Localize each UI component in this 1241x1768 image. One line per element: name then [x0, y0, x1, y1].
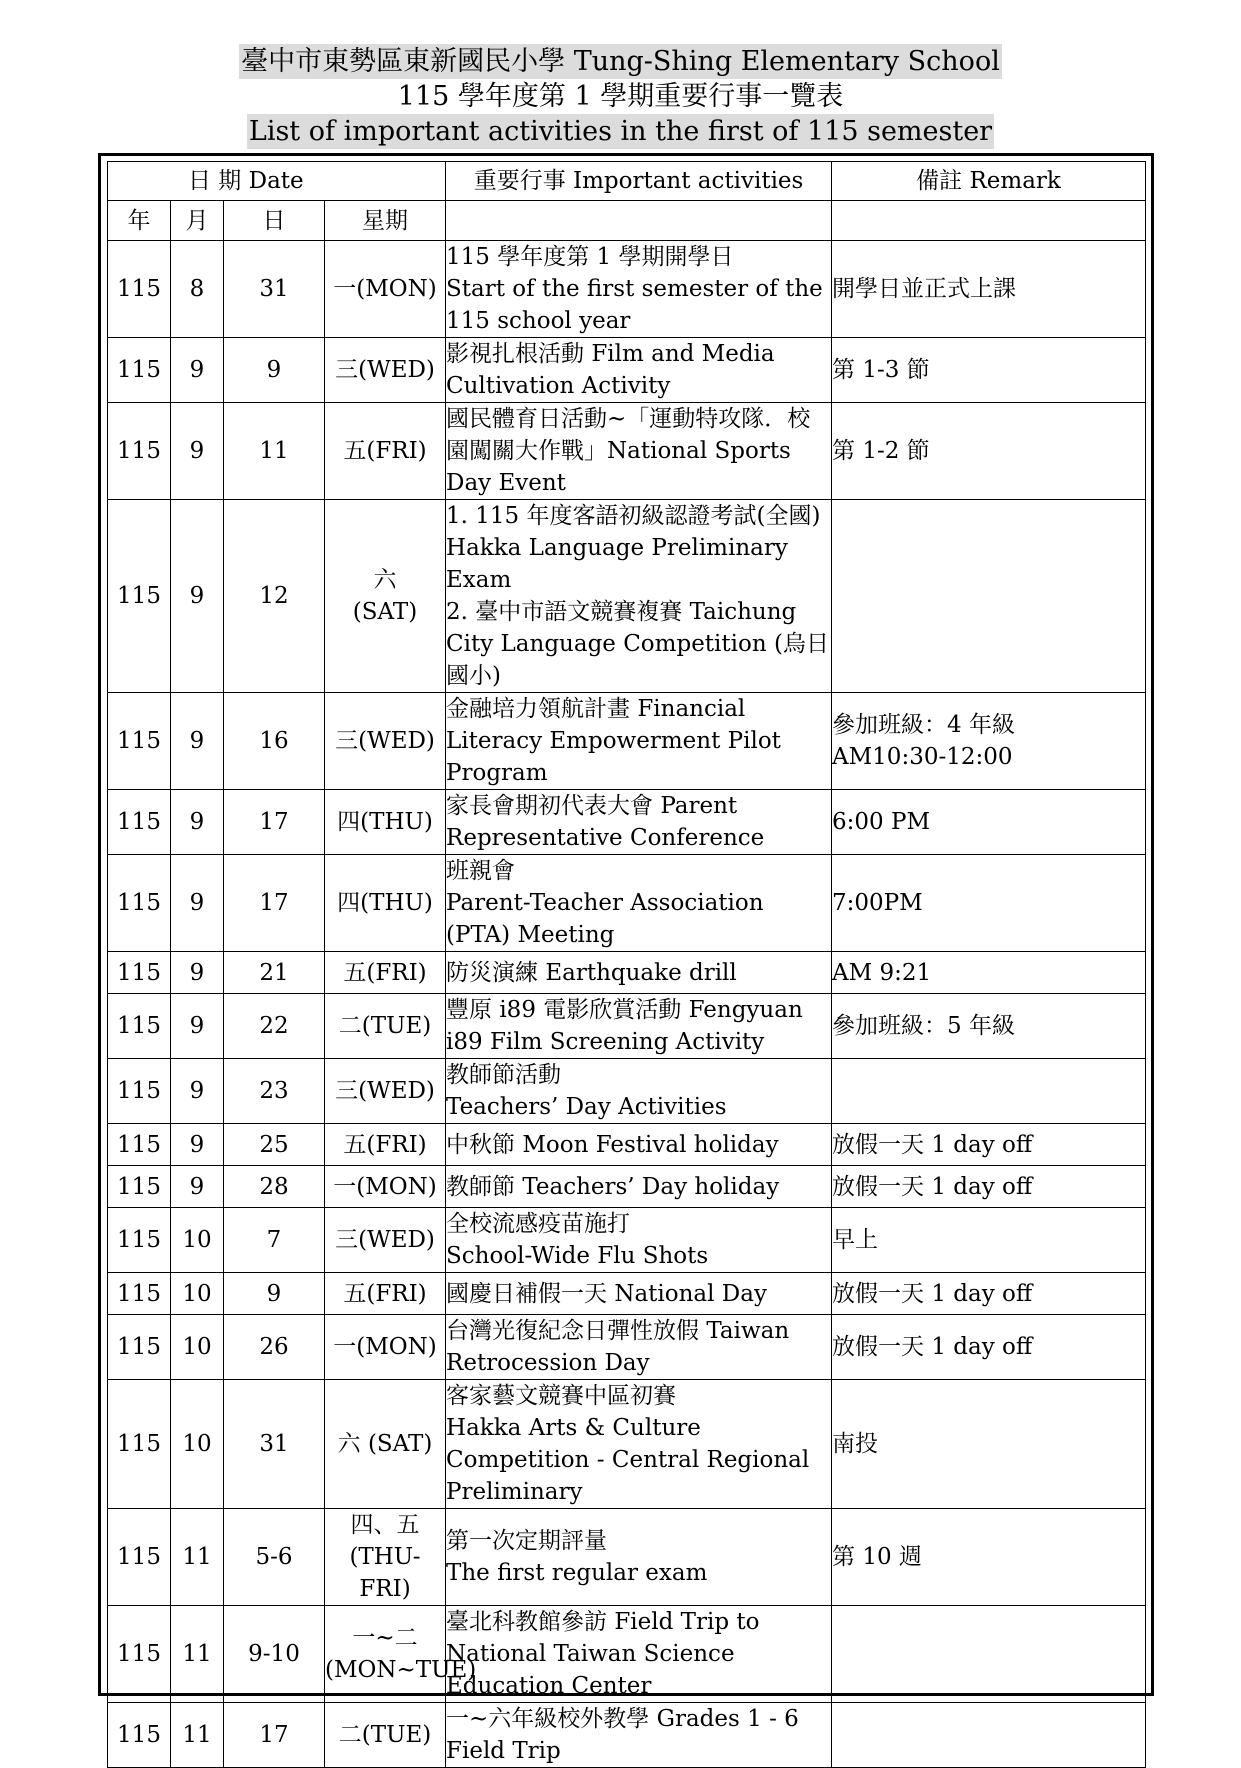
table-row — [108, 241, 1146, 338]
month-cell: 10 — [171, 1208, 224, 1273]
remark-cell: 早上 — [832, 1208, 1146, 1273]
weekday-cell: 六 (SAT) — [325, 1380, 446, 1509]
weekday-cell: 三(WED) — [325, 338, 446, 403]
remark-header: 備註 Remark — [832, 162, 1146, 201]
activity-cell: 全校流感疫苗施打 School-Wide Flu Shots — [446, 1208, 832, 1273]
weekday-cell: 五(FRI) — [325, 403, 446, 500]
day-cell: 11 — [224, 403, 325, 500]
day-cell: 23 — [224, 1059, 325, 1124]
month-cell: 9 — [171, 693, 224, 790]
activity-cell: 1. 115 年度客語初級認證考試(全國) Hakka Language Preliminary Exam 2. 臺中市語文競賽複賽 Taichung City Language Competition (烏日國小) — [446, 500, 832, 693]
weekday-cell: 一(MON) — [325, 1315, 446, 1380]
day-cell: 12 — [224, 500, 325, 693]
activity-cell: 防災演練 Earthquake drill — [446, 952, 832, 994]
table-row — [108, 1124, 1146, 1166]
remark-cell: 7:00PM — [832, 855, 1146, 952]
remark-cell: 南投 — [832, 1380, 1146, 1509]
year-cell: 115 — [108, 500, 171, 693]
table-row — [108, 1703, 1146, 1768]
table-row — [108, 403, 1146, 500]
activity-cell: 影視扎根活動 Film and Media Cultivation Activity — [446, 338, 832, 403]
year-cell: 115 — [108, 1273, 171, 1315]
remark-cell: 參加班級：4 年級 AM10:30-12:00 — [832, 693, 1146, 790]
table-row — [108, 1606, 1146, 1703]
header-row — [108, 162, 1146, 201]
month-cell: 9 — [171, 855, 224, 952]
weekday-cell: 二(TUE) — [325, 1703, 446, 1768]
subheader-row — [108, 201, 1146, 241]
month-cell: 9 — [171, 403, 224, 500]
remark-cell — [832, 1703, 1146, 1768]
weekday-cell: 一~二 (MON~TUE) — [325, 1606, 446, 1703]
month-cell: 11 — [171, 1703, 224, 1768]
year-cell: 115 — [108, 1315, 171, 1380]
day-cell: 22 — [224, 994, 325, 1059]
year-cell: 115 — [108, 693, 171, 790]
table-row — [108, 1273, 1146, 1315]
year-cell: 115 — [108, 994, 171, 1059]
month-cell: 10 — [171, 1315, 224, 1380]
date-header: 日 期 Date — [108, 162, 446, 201]
activity-cell: 教師節 Teachers’ Day holiday — [446, 1166, 832, 1208]
month-cell: 9 — [171, 994, 224, 1059]
year-cell: 115 — [108, 1606, 171, 1703]
month-cell: 8 — [171, 241, 224, 338]
year-cell: 115 — [108, 790, 171, 855]
table-row — [108, 1059, 1146, 1124]
day-cell: 17 — [224, 1703, 325, 1768]
activities-subheader-empty — [446, 201, 832, 241]
remark-cell — [832, 1059, 1146, 1124]
year-cell: 115 — [108, 1380, 171, 1509]
activity-cell: 台灣光復紀念日彈性放假 Taiwan Retrocession Day — [446, 1315, 832, 1380]
month-cell: 11 — [171, 1509, 224, 1606]
remark-cell — [832, 500, 1146, 693]
day-cell: 31 — [224, 1380, 325, 1509]
day-cell: 31 — [224, 241, 325, 338]
year-cell: 115 — [108, 1059, 171, 1124]
remark-cell — [832, 1606, 1146, 1703]
remark-cell: 第 1-2 節 — [832, 403, 1146, 500]
remark-subheader-empty — [832, 201, 1146, 241]
day-cell: 28 — [224, 1166, 325, 1208]
table-row — [108, 790, 1146, 855]
activity-cell: 第一次定期評量 The first regular exam — [446, 1509, 832, 1606]
weekday-cell: 一(MON) — [325, 1166, 446, 1208]
day-cell: 7 — [224, 1208, 325, 1273]
year-cell: 115 — [108, 338, 171, 403]
weekday-cell: 四(THU) — [325, 790, 446, 855]
year-cell: 115 — [108, 241, 171, 338]
table-row — [108, 952, 1146, 994]
month-cell: 9 — [171, 952, 224, 994]
remark-cell: 放假一天 1 day off — [832, 1166, 1146, 1208]
table-row — [108, 994, 1146, 1059]
month-cell: 9 — [171, 1124, 224, 1166]
table-row — [108, 1380, 1146, 1509]
remark-cell: 參加班級：5 年級 — [832, 994, 1146, 1059]
english-title: List of important activities in the first of 115 semester — [248, 116, 993, 147]
year-cell: 115 — [108, 1208, 171, 1273]
activities-header: 重要行事 Important activities — [446, 162, 832, 201]
month-cell: 9 — [171, 790, 224, 855]
day-cell: 9 — [224, 338, 325, 403]
activity-cell: 班親會 Parent-Teacher Association (PTA) Meeting — [446, 855, 832, 952]
weekday-cell: 四、五 (THU-FRI) — [325, 1509, 446, 1606]
remark-cell: 放假一天 1 day off — [832, 1124, 1146, 1166]
activity-cell: 國慶日補假一天 National Day — [446, 1273, 832, 1315]
activity-cell: 115 學年度第 1 學期開學日 Start of the first semester of the 115 school year — [446, 241, 832, 338]
remark-cell: 放假一天 1 day off — [832, 1315, 1146, 1380]
month-header: 月 — [171, 201, 224, 241]
activity-cell: 教師節活動 Teachers’ Day Activities — [446, 1059, 832, 1124]
day-cell: 25 — [224, 1124, 325, 1166]
year-cell: 115 — [108, 855, 171, 952]
day-cell: 26 — [224, 1315, 325, 1380]
month-cell: 11 — [171, 1606, 224, 1703]
weekday-cell: 二(TUE) — [325, 994, 446, 1059]
month-cell: 9 — [171, 1166, 224, 1208]
remark-cell: AM 9:21 — [832, 952, 1146, 994]
year-cell: 115 — [108, 952, 171, 994]
day-cell: 21 — [224, 952, 325, 994]
day-cell: 5-6 — [224, 1509, 325, 1606]
weekday-cell: 三(WED) — [325, 1208, 446, 1273]
year-cell: 115 — [108, 403, 171, 500]
document-header — [0, 44, 1241, 149]
activity-cell: 豐原 i89 電影欣賞活動 Fengyuan i89 Film Screening Activity — [446, 994, 832, 1059]
month-cell: 9 — [171, 338, 224, 403]
table-row — [108, 500, 1146, 693]
weekday-header: 星期 — [325, 201, 446, 241]
remark-cell: 第 1-3 節 — [832, 338, 1146, 403]
remark-cell: 放假一天 1 day off — [832, 1273, 1146, 1315]
month-cell: 9 — [171, 500, 224, 693]
month-cell: 10 — [171, 1273, 224, 1315]
day-cell: 16 — [224, 693, 325, 790]
year-cell: 115 — [108, 1509, 171, 1606]
table-row — [108, 1315, 1146, 1380]
table-row — [108, 338, 1146, 403]
remark-cell: 6:00 PM — [832, 790, 1146, 855]
activity-cell: 臺北科教館參訪 Field Trip to National Taiwan Science Education Center — [446, 1606, 832, 1703]
table-row — [108, 1208, 1146, 1273]
activity-cell: 一~六年級校外教學 Grades 1 - 6 Field Trip — [446, 1703, 832, 1768]
day-header: 日 — [224, 201, 325, 241]
day-cell: 9 — [224, 1273, 325, 1315]
activity-cell: 客家藝文競賽中區初賽 Hakka Arts & Culture Competition - Central Regional Preliminary — [446, 1380, 832, 1509]
weekday-cell: 四(THU) — [325, 855, 446, 952]
year-cell: 115 — [108, 1124, 171, 1166]
schedule-table — [107, 161, 1146, 1768]
remark-cell: 第 10 週 — [832, 1509, 1146, 1606]
weekday-cell: 一(MON) — [325, 241, 446, 338]
month-cell: 10 — [171, 1380, 224, 1509]
month-cell: 9 — [171, 1059, 224, 1124]
school-title: 臺中市東勢區東新國民小學 Tung-Shing Elementary School — [241, 46, 1000, 77]
table-row — [108, 1166, 1146, 1208]
table-row — [108, 855, 1146, 952]
activity-cell: 家長會期初代表大會 Parent Representative Conference — [446, 790, 832, 855]
activity-cell: 中秋節 Moon Festival holiday — [446, 1124, 832, 1166]
table-row — [108, 693, 1146, 790]
day-cell: 17 — [224, 855, 325, 952]
weekday-cell: 三(WED) — [325, 693, 446, 790]
remark-cell: 開學日並正式上課 — [832, 241, 1146, 338]
day-cell: 17 — [224, 790, 325, 855]
weekday-cell: 三(WED) — [325, 1059, 446, 1124]
weekday-cell: 五(FRI) — [325, 1273, 446, 1315]
weekday-cell: 五(FRI) — [325, 952, 446, 994]
activity-cell: 金融培力領航計畫 Financial Literacy Empowerment Pilot Program — [446, 693, 832, 790]
semester-title: 115 學年度第 1 學期重要行事一覽表 — [397, 81, 844, 112]
year-header: 年 — [108, 201, 171, 241]
year-cell: 115 — [108, 1703, 171, 1768]
activity-cell: 國民體育日活動~「運動特攻隊．校園闖關大作戰」National Sports Day Event — [446, 403, 832, 500]
table-row — [108, 1509, 1146, 1606]
day-cell: 9-10 — [224, 1606, 325, 1703]
weekday-cell: 六 (SAT) — [325, 500, 446, 693]
weekday-cell: 五(FRI) — [325, 1124, 446, 1166]
year-cell: 115 — [108, 1166, 171, 1208]
